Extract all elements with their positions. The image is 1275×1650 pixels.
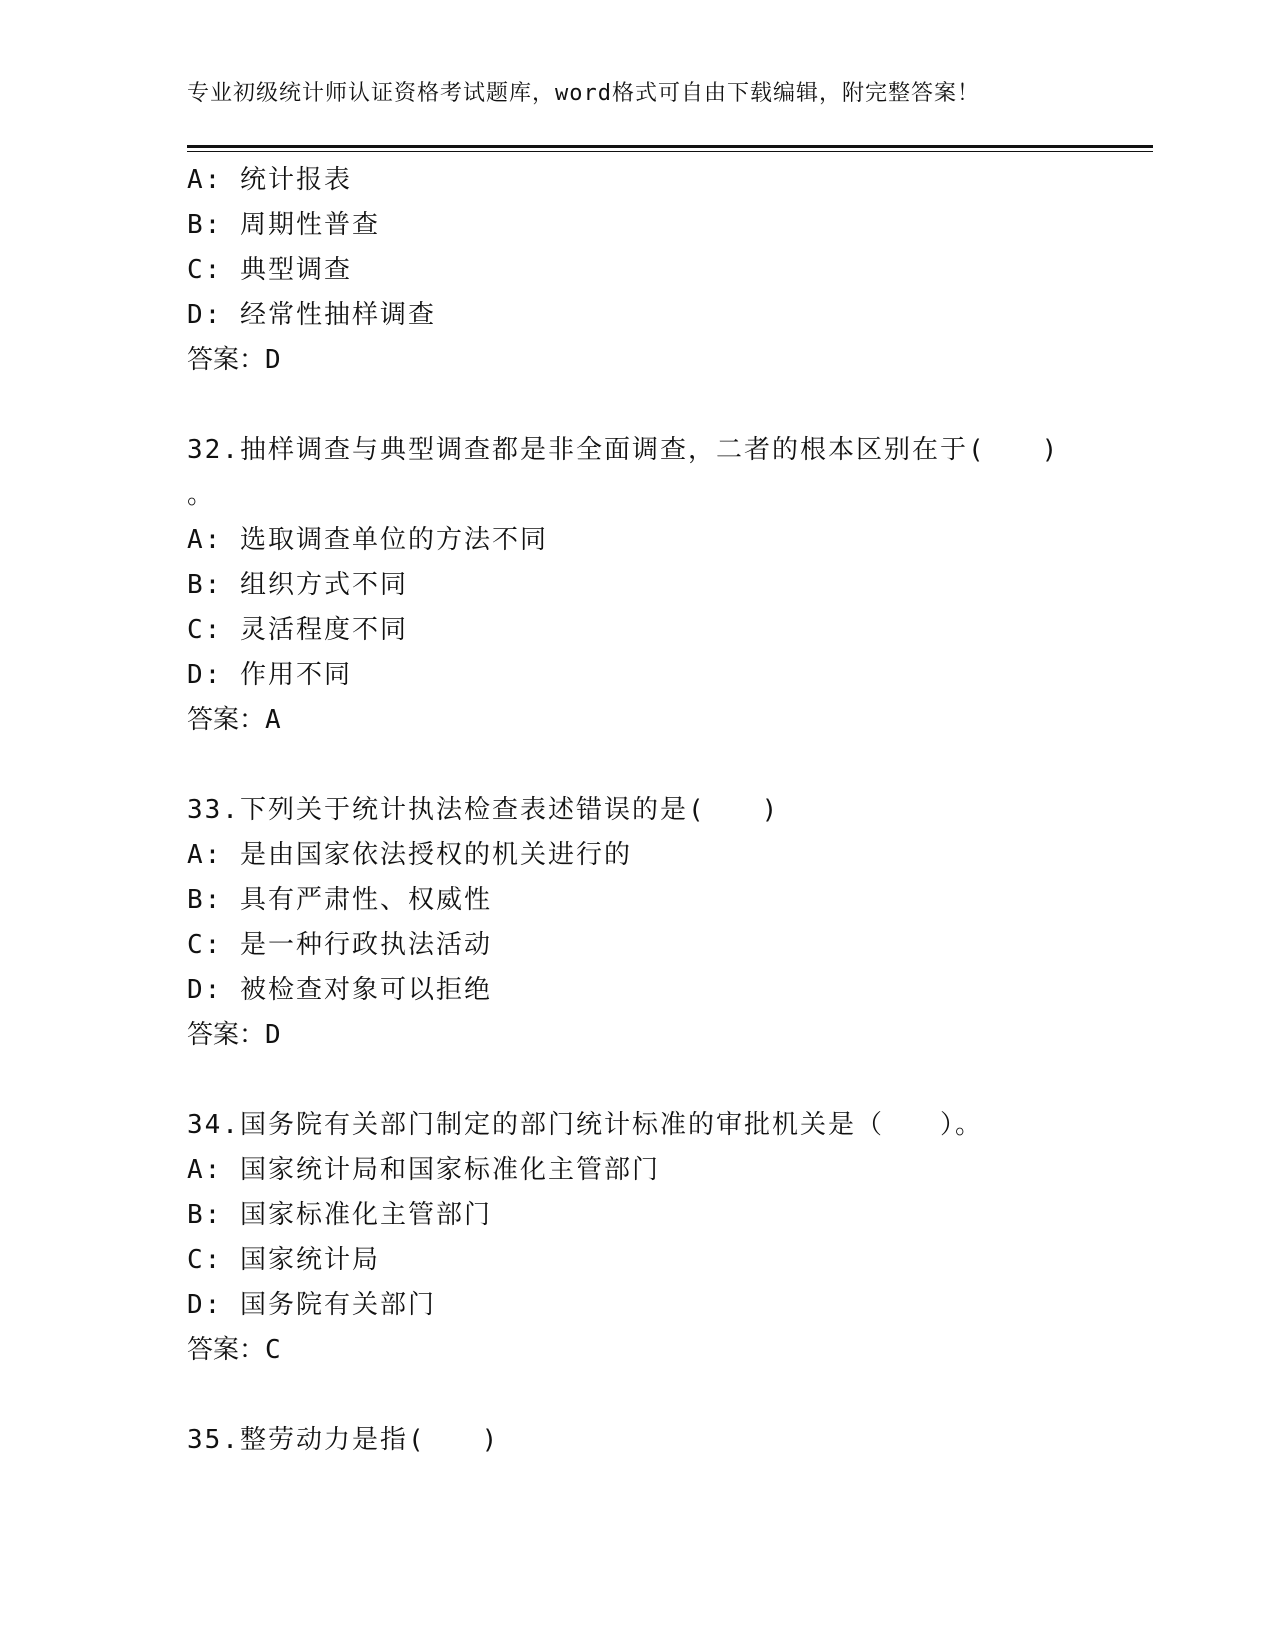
option-c: C: 是一种行政执法活动 [187, 930, 492, 960]
option-a: A: 是由国家依法授权的机关进行的 [187, 840, 632, 870]
answer-value: A [265, 705, 281, 735]
answer-value: C [265, 1335, 281, 1365]
option-d: D: 经常性抽样调查 [187, 300, 436, 330]
option-b: B: 国家标准化主管部门 [187, 1200, 492, 1230]
question-34 [187, 1103, 1107, 1373]
answer-label: 答案： [187, 345, 266, 375]
question-content [187, 158, 1107, 1463]
answer-line [187, 698, 1107, 743]
question-stem: 32.抽样调查与典型调查都是非全面调查，二者的根本区别在于( ) [187, 435, 1060, 465]
option-b: B: 组织方式不同 [187, 570, 408, 600]
answer-label: 答案： [187, 1335, 266, 1365]
answer-value: D [265, 1020, 281, 1050]
question-31 [187, 158, 1107, 383]
answer-line [187, 1013, 1107, 1058]
option-a: A: 选取调查单位的方法不同 [187, 525, 548, 555]
question-32 [187, 428, 1107, 743]
option-d: D: 作用不同 [187, 660, 352, 690]
question-33 [187, 788, 1107, 1058]
option-d: D: 国务院有关部门 [187, 1290, 436, 1320]
option-d: D: 被检查对象可以拒绝 [187, 975, 492, 1005]
option-b: B: 具有严肃性、权威性 [187, 885, 492, 915]
question-stem-continuation: 。 [187, 480, 214, 510]
question-stem: 35.整劳动力是指( ) [187, 1425, 500, 1455]
answer-line [187, 1328, 1107, 1373]
option-c: C: 典型调查 [187, 255, 352, 285]
option-c: C: 灵活程度不同 [187, 615, 408, 645]
option-c: C: 国家统计局 [187, 1245, 380, 1275]
question-stem: 34.国务院有关部门制定的部门统计标准的审批机关是（ ）。 [187, 1110, 983, 1140]
answer-value: D [265, 345, 281, 375]
question-stem: 33.下列关于统计执法检查表述错误的是( ) [187, 795, 780, 825]
option-b: B: 周期性普查 [187, 210, 380, 240]
answer-line [187, 338, 1107, 383]
question-35 [187, 1418, 1107, 1463]
answer-label: 答案： [187, 1020, 266, 1050]
page-header: 专业初级统计师认证资格考试题库，word格式可自由下载编辑，附完整答案！ [187, 81, 980, 106]
option-a: A: 统计报表 [187, 165, 352, 195]
option-a: A: 国家统计局和国家标准化主管部门 [187, 1155, 660, 1185]
answer-label: 答案： [187, 705, 266, 735]
header-divider [187, 145, 1153, 152]
